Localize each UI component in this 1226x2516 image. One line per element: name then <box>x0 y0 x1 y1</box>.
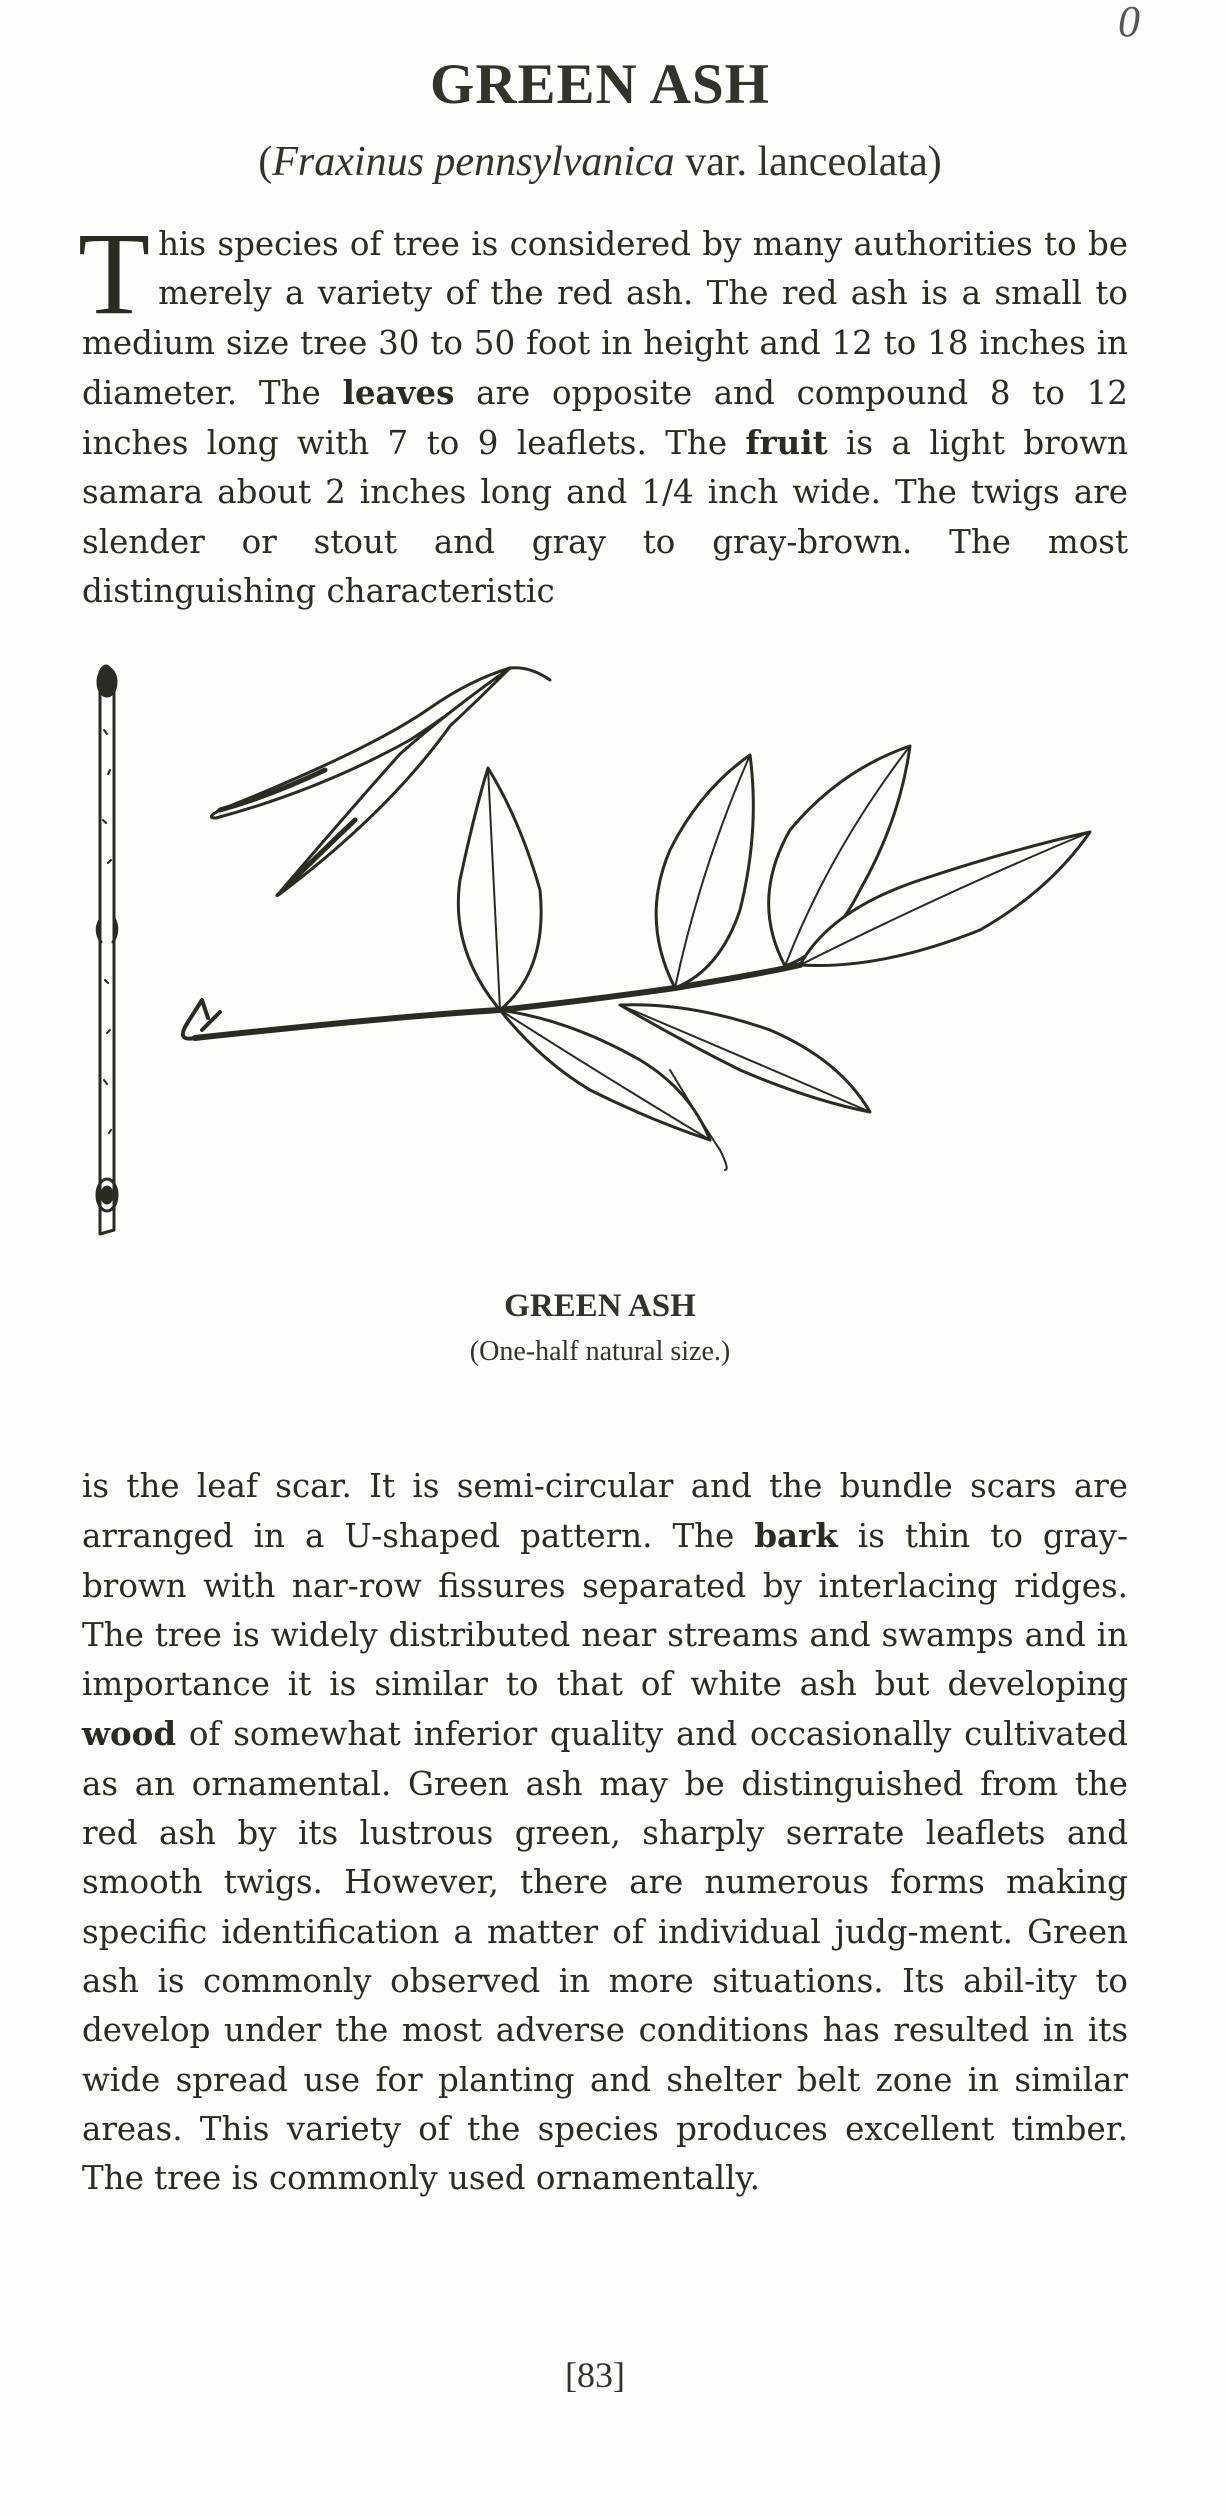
corner-mark: 0 <box>1118 0 1140 46</box>
cont-bold-wood: wood <box>82 1714 177 1754</box>
intro-bold-leaves: leaves <box>342 372 455 412</box>
figure-caption-title: GREEN ASH <box>504 1288 696 1324</box>
intro-paragraph <box>78 208 1128 616</box>
intro-text-3: is a light brown samara about 2 inches long and 1/4 inch wide. The twigs are slender or stout and gray to gray-brown. The most distinguishing characteristic <box>82 424 1128 611</box>
intro-text-1: his species of tree is considered by many authorities to be merely a variety of the red ash. The red ash is a small to medium size tree 30 to 50 foot in height and 12 to 18 inches in diameter. The <box>82 225 1128 412</box>
continuation-paragraph <box>82 1462 1128 2203</box>
leaflets-drawing <box>458 746 1090 1170</box>
page-title: GREEN ASH <box>429 53 770 116</box>
subtitle-rest: var. lanceolata) <box>674 139 942 185</box>
page-number: [83] <box>565 2355 625 2395</box>
cont-text-1: is the leaf scar. It is semi-circular and the bundle scars are arranged in a U-shaped pattern. The <box>82 1467 1128 1556</box>
intro-bold-fruit: fruit <box>745 423 828 463</box>
intro-text-2: are opposite and compound 8 to 12 inches long with 7 to 9 leaflets. The <box>82 373 1128 463</box>
twig-drawing <box>97 666 117 1234</box>
drop-cap: T <box>78 208 151 339</box>
scientific-name-italic: Fraxinus pennsylvanica <box>272 139 675 185</box>
cont-bold-bark: bark <box>754 1516 838 1556</box>
green-ash-illustration <box>70 650 1140 1240</box>
cont-text-3: of somewhat inferior quality and occasionally cultivated as an ornamental. Green ash may be distinguished from the red ash by its lustrous green, sharply serrate leaflets and smooth twigs. However, there are numerous forms making specific identification a matter of individual judg-ment. Green ash is commonly observed in more situations. Its abil-ity to develop under the most adverse conditions has resulted in its wide spread use for planting and shelter belt zone in similar areas. This variety of the species produces excellent timber. The tree is commonly used ornamentally. <box>82 1715 1128 2198</box>
scientific-name <box>0 138 1200 186</box>
figure-caption-note: (One-half natural size.) <box>469 1336 731 1367</box>
subtitle-open: ( <box>258 139 273 185</box>
cont-text-2: is thin to gray-brown with nar-row fissures separated by interlacing ridges. The tree is widely distributed near streams and swamps and in importance it is similar to that of white ash but developing <box>82 1517 1128 1704</box>
